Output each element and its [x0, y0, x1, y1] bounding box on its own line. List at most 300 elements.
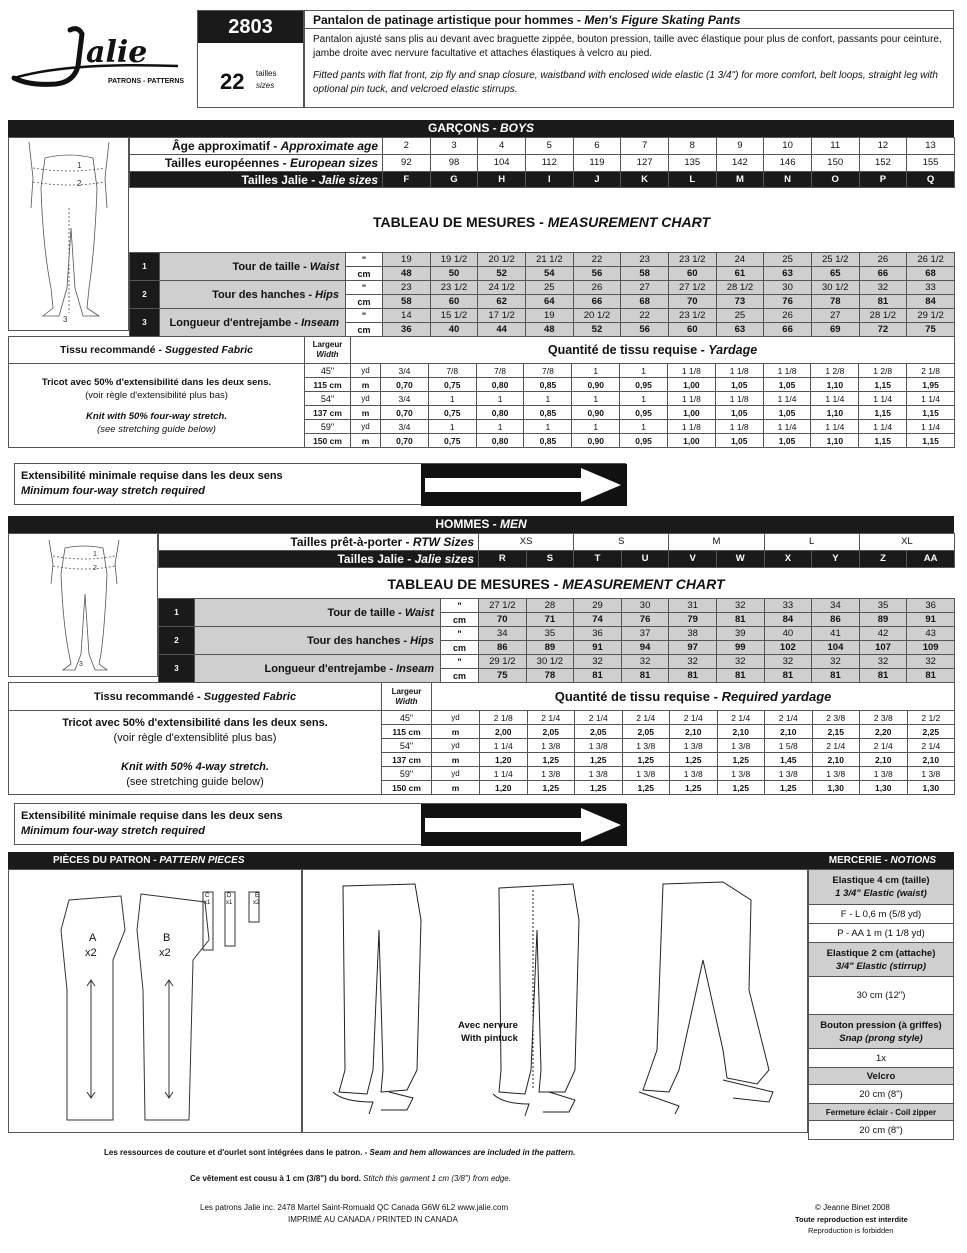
notion-value: 1x	[809, 1048, 953, 1067]
measure-inch-value: 25 1/2	[811, 253, 859, 267]
piece-d-label: D	[227, 893, 232, 899]
yardage-m-value: 1,00	[667, 434, 715, 448]
yardage-yd-value: 1	[572, 420, 620, 434]
measure-inch-value: 25	[716, 309, 764, 323]
yardage-yd-value: 2 1/4	[717, 711, 765, 725]
svg-text:1: 1	[77, 161, 82, 170]
measure-inch-value: 23 1/2	[430, 281, 478, 295]
yardage-m-value: 2,10	[860, 753, 908, 767]
measure-cm-value: 50	[430, 267, 478, 281]
width-cm: 137 cm	[305, 406, 351, 420]
measure-inch-value: 25	[525, 281, 573, 295]
men-stretch-en: Minimum four-way stretch required	[21, 825, 205, 837]
yardage-yd-value: 1 1/4	[811, 392, 859, 406]
boys-eu-size: 150	[811, 155, 859, 172]
piece-c-qty: x1	[204, 900, 211, 906]
yardage-yd-value: 1 1/4	[480, 767, 528, 781]
men-stretch-fr: Extensibilité minimale requise dans les deux sens	[21, 810, 283, 822]
yardage-m-value: 1,20	[480, 781, 528, 795]
boys-eu-size: 112	[525, 155, 573, 172]
pattern-number: 2803	[198, 11, 303, 43]
boys-eu-size: 104	[478, 155, 526, 172]
measure-cm-value: 97	[669, 641, 717, 655]
unit-yd: yd	[351, 392, 381, 406]
measure-cm-value: 91	[907, 613, 955, 627]
measure-inch-value: 28 1/2	[716, 281, 764, 295]
yardage-m-value: 0,75	[428, 406, 476, 420]
yardage-m-value: 1,05	[715, 406, 763, 420]
yardage-yd-value: 7/8	[524, 364, 572, 378]
boys-eu-size: 98	[430, 155, 478, 172]
measure-cm-value: 52	[573, 323, 621, 337]
measure-inch-value: 43	[907, 627, 955, 641]
yardage-m-value: 2,20	[860, 725, 908, 739]
measure-cm-value: 81	[716, 613, 764, 627]
width-cm: 115 cm	[305, 378, 351, 392]
boys-jalie-size: F	[383, 172, 431, 188]
description-fr: Pantalon ajusté sans plis au devant avec braguette zippée, bouton pression, taille avec élastique pour plus de confort, passants pour ceinture, jambe droite avec nervure facultative et attaches élastiques à velcro au pied.	[313, 34, 942, 59]
width-inch: 54"	[305, 392, 351, 406]
measure-cm-value: 62	[478, 295, 526, 309]
measure-inch-value: 23 1/2	[668, 253, 716, 267]
measure-inch-value: 32	[859, 655, 907, 669]
men-rtw-size: XL	[859, 534, 954, 551]
boys-section-fr: GARÇONS -	[427, 121, 500, 135]
width-label: Largeur Width	[382, 683, 432, 711]
notion-value: 30 cm (12")	[809, 976, 953, 1014]
measure-cm-value: 89	[526, 641, 574, 655]
yardage-yd-value: 2 1/4	[622, 711, 670, 725]
width-inch: 45"	[305, 364, 351, 378]
measure-inch-value: 28	[526, 599, 574, 613]
measure-inch-value: 32	[669, 655, 717, 669]
measure-cm-value: 60	[668, 267, 716, 281]
yardage-yd-value: 1 1/8	[667, 392, 715, 406]
measure-inch-value: 42	[859, 627, 907, 641]
measure-inch-value: 24	[716, 253, 764, 267]
svg-text:3: 3	[79, 661, 83, 668]
yardage-m-value: 0,90	[572, 434, 620, 448]
measure-cm-value: 91	[574, 641, 622, 655]
yardage-m-value: 1,25	[765, 781, 813, 795]
measure-inch-value: 15 1/2	[430, 309, 478, 323]
yardage-m-value: 2,05	[527, 725, 575, 739]
men-jalie-size: T	[574, 551, 622, 568]
unit-yd: yd	[432, 739, 480, 753]
title-en: Men's Figure Skating Pants	[584, 13, 741, 27]
pieces-box	[8, 869, 302, 1133]
measure-cm-value: 63	[764, 267, 812, 281]
yardage-yd-value: 1 3/8	[907, 767, 955, 781]
yardage-yd-value: 1 1/8	[715, 364, 763, 378]
boys-chart-title: TABLEAU DE MESURES - MEASUREMENT CHART	[372, 214, 711, 230]
measure-inch-value: 23	[383, 281, 431, 295]
measure-inch-value: 22	[621, 309, 669, 323]
piece-b-label: B	[163, 932, 171, 944]
yardage-yd-value: 1 1/8	[715, 420, 763, 434]
notion-value: 20 cm (8")	[809, 1120, 953, 1139]
piece-e-label: E	[255, 893, 260, 899]
yardage-yd-value: 2 1/4	[575, 711, 623, 725]
yardage-m-value: 2,25	[907, 725, 955, 739]
yardage-yd-value: 1 3/8	[527, 767, 575, 781]
yardage-yd-value: 2 1/4	[860, 739, 908, 753]
fabric-description: Tricot avec 50% d'extensibilité dans les deux sens. (voir règle d'extensiblité plus bas) Knit with 50% 4-way stretch. (see stretching guide below)	[9, 711, 382, 795]
measure-cm-value: 75	[907, 323, 955, 337]
width-inch: 54"	[382, 739, 432, 753]
measure-inch-value: 32	[859, 281, 907, 295]
boys-jalie-label: Tailles Jalie - Jalie sizes	[130, 172, 383, 188]
unit-inch: "	[441, 655, 479, 669]
yardage-yd-value: 2 1/8	[907, 364, 955, 378]
yardage-yd-value: 1	[620, 392, 668, 406]
yardage-m-value: 1,30	[907, 781, 955, 795]
yardage-yd-value: 1	[428, 392, 476, 406]
measure-inch-value: 30 1/2	[811, 281, 859, 295]
yardage-yd-value: 1 2/8	[811, 364, 859, 378]
boys-age: 10	[764, 138, 812, 155]
yardage-yd-value: 1 3/8	[717, 739, 765, 753]
yardage-yd-value: 7/8	[428, 364, 476, 378]
yardage-m-value: 2,10	[812, 753, 860, 767]
measure-cm-value: 86	[479, 641, 527, 655]
yardage-m-value: 1,25	[527, 781, 575, 795]
pants-illustration-icon	[303, 870, 809, 1134]
measure-cm-value: 79	[669, 613, 717, 627]
unit-cm: cm	[441, 641, 479, 655]
measure-cm-value: 75	[479, 669, 527, 683]
measure-number: 1	[130, 253, 160, 281]
measure-inch-value: 33	[764, 599, 812, 613]
measure-inch-value: 29 1/2	[907, 309, 955, 323]
measure-inch-value: 40	[764, 627, 812, 641]
measure-cm-value: 81	[716, 669, 764, 683]
measure-label: Longueur d'entrejambe - Inseam	[160, 309, 346, 337]
boys-section-en: BOYS	[499, 121, 534, 135]
measure-inch-value: 33	[907, 281, 955, 295]
men-jalie-size: S	[526, 551, 574, 568]
measure-cm-value: 81	[812, 669, 860, 683]
unit-cm: cm	[441, 669, 479, 683]
yardage-m-value: 1,25	[622, 781, 670, 795]
unit-cm: cm	[346, 323, 383, 337]
yardage-m-value: 0,85	[524, 406, 572, 420]
yardage-m-value: 1,00	[667, 406, 715, 420]
measure-inch-value: 30	[764, 281, 812, 295]
yardage-yd-value: 1 1/4	[763, 420, 811, 434]
measure-cm-value: 99	[716, 641, 764, 655]
measure-cm-value: 81	[859, 669, 907, 683]
measure-inch-value: 22	[573, 253, 621, 267]
boys-eu-size: 146	[764, 155, 812, 172]
yardage-yd-value: 1 1/8	[715, 392, 763, 406]
measure-inch-value: 36	[907, 599, 955, 613]
boys-measurement-table	[129, 252, 955, 337]
stretch-arrow-icon	[421, 464, 627, 506]
boys-age: 11	[811, 138, 859, 155]
yardage-m-value: 2,15	[812, 725, 860, 739]
boys-age: 9	[716, 138, 764, 155]
measure-inch-value: 32	[716, 599, 764, 613]
pattern-number-box	[197, 10, 304, 108]
yardage-m-value: 1,05	[715, 434, 763, 448]
measure-inch-value: 39	[716, 627, 764, 641]
measure-cm-value: 109	[907, 641, 955, 655]
boys-stretch-box	[14, 463, 626, 505]
measure-inch-value: 34	[479, 627, 527, 641]
measure-inch-value: 37	[621, 627, 669, 641]
yardage-m-value: 1,95	[907, 378, 955, 392]
measure-cm-value: 68	[621, 295, 669, 309]
boys-age: 4	[478, 138, 526, 155]
measure-cm-value: 86	[812, 613, 860, 627]
yardage-yd-value: 1 1/4	[907, 420, 955, 434]
men-jalie-size: V	[669, 551, 717, 568]
fabric-description: Tricot avec 50% d'extensibilité dans les deux sens. (voir règle d'extensibilité plus bas) Knit with 50% four-way stretch. (see stretching guide below)	[9, 364, 305, 448]
yardage-m-value: 1,25	[575, 753, 623, 767]
unit-inch: "	[441, 599, 479, 613]
boys-age: 6	[573, 138, 621, 155]
yardage-yd-value: 3/4	[381, 364, 429, 378]
yardage-m-value: 1,25	[717, 781, 765, 795]
measure-inch-value: 19	[525, 309, 573, 323]
measure-inch-value: 24 1/2	[478, 281, 526, 295]
yardage-title: Quantité de tissu requise - Yardage	[351, 337, 955, 364]
measure-cm-value: 81	[859, 295, 907, 309]
measure-cm-value: 36	[383, 323, 431, 337]
yardage-m-value: 1,25	[670, 753, 718, 767]
unit-yd: yd	[432, 767, 480, 781]
men-jalie-size: U	[621, 551, 669, 568]
yardage-yd-value: 1 3/8	[765, 767, 813, 781]
measure-cm-value: 61	[716, 267, 764, 281]
measure-inch-value: 34	[812, 599, 860, 613]
measure-number: 3	[159, 655, 195, 683]
yardage-m-value: 1,25	[575, 781, 623, 795]
measure-inch-value: 30	[621, 599, 669, 613]
yardage-m-value: 0,80	[476, 434, 524, 448]
repro-fr: Toute reproduction est interdite	[795, 1215, 908, 1224]
measure-cm-value: 66	[859, 267, 907, 281]
yardage-m-value: 0,70	[381, 378, 429, 392]
unit-yd: yd	[432, 711, 480, 725]
measure-cm-value: 66	[764, 323, 812, 337]
yardage-yd-value: 2 1/4	[670, 711, 718, 725]
measure-cm-value: 76	[621, 613, 669, 627]
yardage-m-value: 1,25	[622, 753, 670, 767]
yardage-yd-value: 1 3/8	[812, 767, 860, 781]
yardage-m-value: 1,05	[715, 378, 763, 392]
boys-eu-size: 135	[668, 155, 716, 172]
yardage-yd-value: 1 1/8	[667, 364, 715, 378]
yardage-yd-value: 1 1/4	[907, 392, 955, 406]
yardage-m-value: 1,05	[763, 406, 811, 420]
yardage-m-value: 1,30	[812, 781, 860, 795]
measure-cm-value: 48	[525, 323, 573, 337]
measure-inch-value: 25	[764, 253, 812, 267]
yardage-yd-value: 3/4	[381, 392, 429, 406]
yardage-yd-value: 1 3/8	[670, 767, 718, 781]
measure-label: Longueur d'entrejambe - Inseam	[195, 655, 441, 683]
yardage-m-value: 1,05	[763, 434, 811, 448]
boys-age: 12	[859, 138, 907, 155]
measure-cm-value: 69	[811, 323, 859, 337]
measure-label: Tour des hanches - Hips	[195, 627, 441, 655]
boys-stretch-fr: Extensibilité minimale requise dans les deux sens	[21, 470, 283, 482]
unit-yd: yd	[351, 364, 381, 378]
measure-cm-value: 60	[430, 295, 478, 309]
men-jalie-label: Tailles Jalie - Jalie sizes	[159, 551, 479, 568]
measure-cm-value: 70	[479, 613, 527, 627]
unit-inch: "	[346, 309, 383, 323]
men-jalie-size: W	[716, 551, 764, 568]
yardage-yd-value: 1	[620, 420, 668, 434]
men-rtw-size: L	[764, 534, 859, 551]
measure-cm-value: 68	[907, 267, 955, 281]
boys-stretch-en: Minimum four-way stretch required	[21, 485, 205, 497]
unit-m: m	[432, 725, 480, 739]
men-rtw-size: XS	[479, 534, 574, 551]
yardage-m-value: 1,00	[667, 378, 715, 392]
measure-number: 2	[159, 627, 195, 655]
boy-figure-icon	[9, 138, 130, 332]
measure-inch-value: 32	[907, 655, 955, 669]
measure-inch-value: 35	[859, 599, 907, 613]
measure-inch-value: 14	[383, 309, 431, 323]
measure-cm-value: 56	[621, 323, 669, 337]
yardage-m-value: 2,05	[575, 725, 623, 739]
yardage-m-value: 0,70	[381, 434, 429, 448]
men-measurement-table	[158, 598, 955, 683]
yardage-m-value: 1,15	[859, 434, 907, 448]
yardage-yd-value: 1	[572, 364, 620, 378]
measure-inch-value: 38	[669, 627, 717, 641]
width-inch: 59"	[382, 767, 432, 781]
yardage-yd-value: 1	[524, 420, 572, 434]
measure-inch-value: 35	[526, 627, 574, 641]
yardage-m-value: 0,80	[476, 406, 524, 420]
unit-inch: "	[346, 253, 383, 267]
yardage-m-value: 2,10	[717, 725, 765, 739]
boys-jalie-size: K	[621, 172, 669, 188]
measure-inch-value: 27 1/2	[479, 599, 527, 613]
unit-cm: cm	[441, 613, 479, 627]
unit-inch: "	[441, 627, 479, 641]
measure-inch-value: 26 1/2	[907, 253, 955, 267]
measure-inch-value: 26	[573, 281, 621, 295]
boys-eu-size: 92	[383, 155, 431, 172]
measure-inch-value: 32	[764, 655, 812, 669]
unit-m: m	[432, 753, 480, 767]
boys-jalie-size: I	[525, 172, 573, 188]
notion-heading: Velcro	[809, 1067, 953, 1084]
measure-cm-value: 84	[764, 613, 812, 627]
notions-box	[808, 869, 954, 1140]
pintuck-label-en: With pintuck	[461, 1033, 518, 1044]
measure-inch-value: 36	[574, 627, 622, 641]
measure-cm-value: 65	[811, 267, 859, 281]
measure-inch-value: 28 1/2	[859, 309, 907, 323]
title	[305, 11, 953, 29]
measure-cm-value: 81	[574, 669, 622, 683]
men-rtw-size: S	[574, 534, 669, 551]
measure-cm-value: 81	[907, 669, 955, 683]
yardage-m-value: 0,95	[620, 378, 668, 392]
yardage-yd-value: 1 5/8	[765, 739, 813, 753]
men-size-table	[158, 533, 955, 568]
yardage-m-value: 0,90	[572, 378, 620, 392]
copyright: © Jeanne Binet 2008	[815, 1203, 890, 1212]
yardage-yd-value: 7/8	[476, 364, 524, 378]
yardage-yd-value: 2 3/8	[812, 711, 860, 725]
unit-m: m	[351, 378, 381, 392]
boys-age: 3	[430, 138, 478, 155]
measure-inch-value: 32	[812, 655, 860, 669]
boys-eu-size: 127	[621, 155, 669, 172]
men-jalie-size: R	[479, 551, 527, 568]
measure-inch-value: 20 1/2	[478, 253, 526, 267]
piece-a-qty: x2	[85, 947, 97, 959]
measure-cm-value: 94	[621, 641, 669, 655]
measure-cm-value: 52	[478, 267, 526, 281]
pieces-bar	[8, 852, 954, 869]
measure-cm-value: 44	[478, 323, 526, 337]
yardage-m-value: 1,10	[811, 378, 859, 392]
measure-label: Tour des hanches - Hips	[160, 281, 346, 309]
measure-number: 3	[130, 309, 160, 337]
measure-inch-value: 26	[764, 309, 812, 323]
pattern-pieces-icon	[9, 870, 303, 1134]
measure-cm-value: 89	[859, 613, 907, 627]
yardage-m-value: 2,10	[670, 725, 718, 739]
sizes-label-en: sizes	[256, 81, 275, 90]
yardage-yd-value: 1 1/4	[859, 392, 907, 406]
yardage-yd-value: 1 3/8	[860, 767, 908, 781]
men-jalie-size: X	[764, 551, 812, 568]
men-rtw-label: Tailles prêt-à-porter - RTW Sizes	[159, 534, 479, 551]
piece-c-label: C	[205, 893, 210, 899]
measure-label: Tour de taille - Waist	[195, 599, 441, 627]
width-label: Largeur Width	[305, 337, 351, 364]
boys-jalie-size: L	[668, 172, 716, 188]
seam-allowance-note: Les ressources de couture et d'ourlet sont intégrées dans le patron. - Seam and hem allowances are included in the pattern.	[104, 1148, 576, 1157]
notion-heading: Elastique 2 cm (attache) 3/4" Elastic (stirrup)	[809, 942, 953, 976]
yardage-m-value: 0,85	[524, 378, 572, 392]
boys-age: 7	[621, 138, 669, 155]
measure-inch-value: 32	[574, 655, 622, 669]
boys-age-label: Âge approximatif - Approximate age	[130, 138, 383, 155]
man-figure-icon	[9, 534, 159, 678]
yardage-m-value: 1,15	[859, 378, 907, 392]
measure-label: Tour de taille - Waist	[160, 253, 346, 281]
fabric-label: Tissu recommandé - Suggested Fabric	[9, 337, 305, 364]
yardage-m-value: 0,85	[524, 434, 572, 448]
fabric-label: Tissu recommandé - Suggested Fabric	[9, 683, 382, 711]
measure-cm-value: 76	[764, 295, 812, 309]
yardage-yd-value: 1 3/8	[670, 739, 718, 753]
boys-eu-size: 119	[573, 155, 621, 172]
yardage-m-value: 1,05	[763, 378, 811, 392]
boys-eu-size: 142	[716, 155, 764, 172]
men-section-fr: HOMMES -	[435, 517, 500, 531]
yardage-title: Quantité de tissu requise - Required yardage	[432, 683, 955, 711]
measure-cm-value: 58	[621, 267, 669, 281]
boys-figure-box	[8, 137, 129, 331]
boys-jalie-size: J	[573, 172, 621, 188]
measure-cm-value: 56	[573, 267, 621, 281]
measure-cm-value: 48	[383, 267, 431, 281]
width-cm: 115 cm	[382, 725, 432, 739]
